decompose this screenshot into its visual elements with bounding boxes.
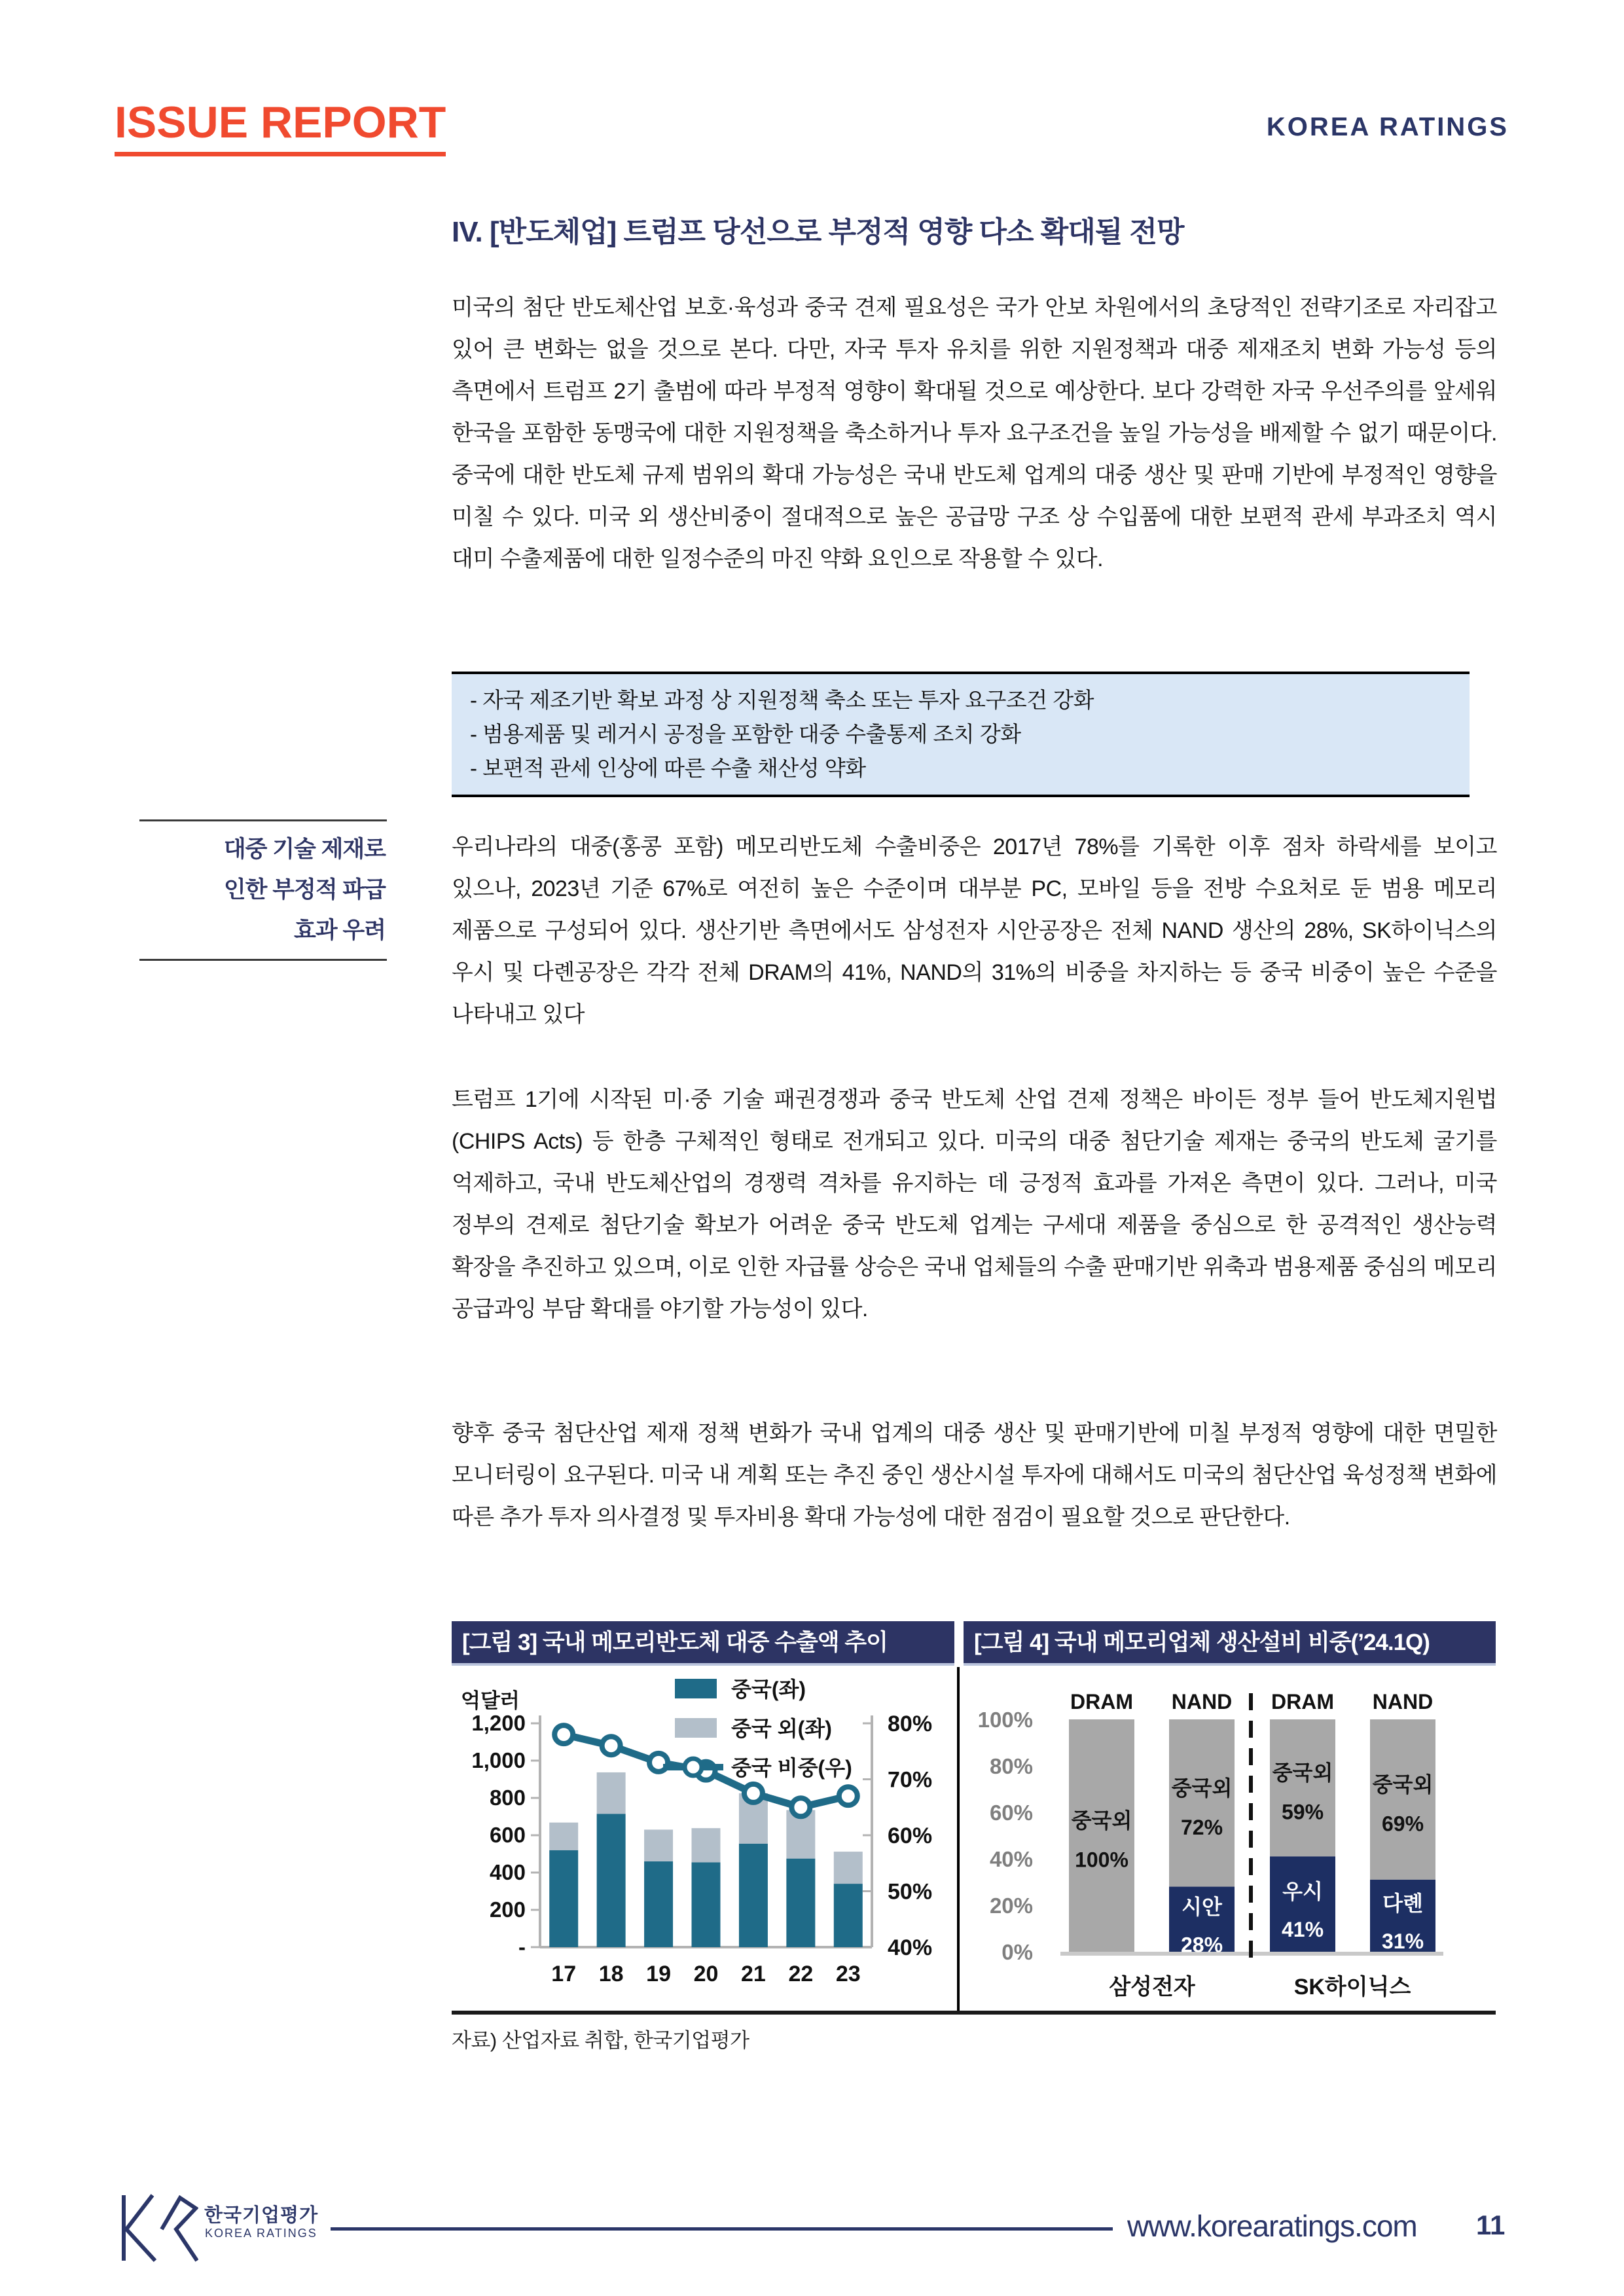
svg-text:72%: 72% [1180,1815,1223,1839]
svg-text:삼성전자: 삼성전자 [1109,1975,1195,2000]
svg-text:0%: 0% [1001,1940,1033,1964]
svg-text:18: 18 [598,1962,624,1986]
highlight-item: - 자국 제조기반 확보 과정 상 지원정책 축소 또는 투자 요구조건 강화 [470,688,1094,712]
page-number: 11 [1476,2210,1506,2240]
svg-text:100%: 100% [1075,1848,1128,1872]
svg-text:억달러: 억달러 [461,1689,520,1712]
svg-text:20%: 20% [989,1893,1033,1918]
svg-text:DRAM: DRAM [1070,1690,1133,1713]
margin-note-line: 대중 기술 제재로 [223,836,386,862]
svg-text:19: 19 [646,1962,671,1986]
margin-note [139,819,387,961]
figure4-chart [969,1666,1496,2013]
footer-rule [331,2227,1113,2231]
paragraph-1: 미국의 첨단 반도체산업 보호·육성과 중국 견제 필요성은 국가 안보 차원에서의 초당적인 전략기조로 자리잡고 있어 큰 변화는 없을 것으로 본다. 다만, 자국 투자 유치를 위한 지원정책과 대중 제재조치 변화 가능성 등의 측면에서 트럼프 2기 출범에 따라 부정적 영향이 확대될 것으로 예상한다. 보다 강력한 자국 우선주의를 앞세워 한국을 포함한 동맹국에 대한 지원정책을 축소하거나 투자 요구조건을 높일 가능성을 배제할 수 없기 때문이다. 중국에 대한 반도체 규제 범위의 확대 가능성은 국내 반도체 업계의 대중 생산 및 판매 기반에 부정적인 영향을 미칠 수 있다. 미국 외 생산비중이 절대적으로 높은 공급망 구조 상 수입품에 대한 보편적 관세 부과조치 역시 대미 수출제품에 대한 일정수준의 마진 약화 요인으로 작용할 수 있다. [452,295,1497,571]
svg-text:600: 600 [489,1823,526,1847]
margin-note-line: 인한 부정적 파급 [223,877,386,903]
figure-divider-line [957,1667,960,2012]
paragraph-3: 트럼프 1기에 시작된 미·중 기술 패권경쟁과 중국 반도체 산업 견제 정책은 바이든 정부 들어 반도체지원법(CHIPS Acts) 등 한층 구체적인 형태로 전개되고 있다. 미국의 대중 첨단기술 제재는 중국의 반도체 굴기를 억제하고, 국내 반도체산업의 경쟁력 격차를 유지하는 데 긍정적 효과를 가져온 측면이 있다. 그러나, 미국 정부의 견제로 첨단기술 확보가 어려운 중국 반도체 업계는 구세대 제품을 중심으로 한 공격적인 생산능력 확장을 추진하고 있으며, 이로 인한 자급률 상승은 국내 업체들의 수출 판매기반 위축과 범용제품 중심의 메모리 공급과잉 부담 확대를 야기할 가능성이 있다. [452,1087,1497,1321]
svg-text:40%: 40% [888,1935,933,1960]
svg-text:중국외: 중국외 [1171,1776,1233,1800]
report-type-label: ISSUE REPORT [115,97,446,156]
svg-text:70%: 70% [888,1767,933,1793]
svg-text:41%: 41% [1281,1918,1324,1942]
svg-text:23: 23 [835,1962,861,1986]
svg-text:NAND: NAND [1372,1690,1434,1713]
svg-text:200: 200 [489,1897,526,1922]
paragraph-2: 우리나라의 대중(홍콩 포함) 메모리반도체 수출비중은 2017년 78%를 기록한 이후 점차 하락세를 보이고 있으나, 2023년 기준 67%로 여전히 높은 수준이며 대부분 PC, 모바일 등을 전방 수요처로 둔 범용 메모리 제품으로 구성되어 있다. 생산기반 측면에서도 삼성전자 시안공장은 전체 NAND 생산의 28%, SK하이닉스의 우시 및 다롄공장은 각각 전체 DRAM의 41%, NAND의 31%의 비중을 차지하는 등 중국 비중이 높은 수준을 나타내고 있다 [452,834,1497,1027]
highlight-box [452,672,1470,797]
svg-text:1,200: 1,200 [471,1711,526,1735]
figure-block [452,1621,1496,2015]
svg-text:20: 20 [693,1962,719,1986]
figure3-title: [그림 3] 국내 메모리반도체 대중 수출액 추이 [452,1621,954,1666]
svg-text:다롄: 다롄 [1382,1891,1423,1915]
figure-bottom-rule [452,2011,1496,2015]
svg-text:-: - [518,1935,526,1959]
kr-logo-icon [113,2191,198,2263]
svg-text:21: 21 [741,1962,766,1986]
svg-text:중국외: 중국외 [1372,1772,1434,1797]
svg-text:28%: 28% [1180,1933,1223,1957]
svg-text:800: 800 [489,1785,526,1810]
svg-text:31%: 31% [1381,1929,1424,1953]
section-title: IV. [반도체업] 트럼프 당선으로 부정적 영향 다소 확대될 전망 [452,216,1184,248]
svg-text:SK하이닉스: SK하이닉스 [1293,1975,1411,2000]
svg-text:60%: 60% [888,1823,933,1848]
svg-text:우시: 우시 [1282,1880,1323,1904]
svg-text:중국(좌): 중국(좌) [731,1677,806,1701]
svg-text:59%: 59% [1281,1800,1324,1824]
svg-text:400: 400 [489,1860,526,1884]
svg-text:NAND: NAND [1171,1690,1233,1713]
svg-text:시안: 시안 [1182,1895,1222,1919]
footer-company-name-en: KOREA RATINGS [205,2227,317,2240]
margin-note-line: 효과 우려 [294,918,386,943]
figure4-title: [그림 4] 국내 메모리업체 생산설비 비중(’24.1Q) [964,1621,1496,1666]
svg-text:중국외: 중국외 [1272,1761,1333,1785]
footer-website-link[interactable]: www.korearatings.com [1127,2209,1417,2243]
svg-text:DRAM: DRAM [1271,1690,1334,1713]
svg-text:100%: 100% [977,1708,1033,1732]
highlight-item: - 범용제품 및 레거시 공정을 포함한 대중 수출통제 조치 강화 [470,722,1021,746]
svg-text:중국 비중(우): 중국 비중(우) [731,1756,852,1780]
svg-text:17: 17 [551,1962,577,1986]
highlight-item: - 보편적 관세 인상에 따른 수출 채산성 약화 [470,756,866,780]
brand-name: KOREA RATINGS [1266,113,1509,141]
figure3-chart [452,1666,957,2013]
footer-company-name-kr: 한국기업평가 [204,2205,319,2226]
svg-text:69%: 69% [1381,1812,1424,1836]
svg-text:80%: 80% [888,1712,933,1736]
svg-text:60%: 60% [989,1801,1033,1825]
svg-text:22: 22 [788,1962,814,1986]
paragraph-4: 향후 중국 첨단산업 제재 정책 변화가 국내 업계의 대중 생산 및 판매기반에 미칠 부정적 영향에 대한 면밀한 모니터링이 요구된다. 미국 내 계획 또는 추진 중인 생산시설 투자에 대해서도 미국의 첨단산업 육성정책 변화에 따른 추가 투자 의사결정 및 투자비용 확대 가능성에 대한 점검이 필요할 것으로 판단한다. [452,1421,1497,1530]
source-note: 자료) 산업자료 취합, 한국기업평가 [452,2029,749,2052]
svg-text:40%: 40% [989,1847,1033,1871]
svg-text:50%: 50% [888,1879,933,1905]
svg-text:중국 외(좌): 중국 외(좌) [731,1717,832,1740]
svg-text:중국외: 중국외 [1071,1808,1132,1833]
svg-text:80%: 80% [989,1754,1033,1778]
svg-text:1,000: 1,000 [471,1748,526,1772]
